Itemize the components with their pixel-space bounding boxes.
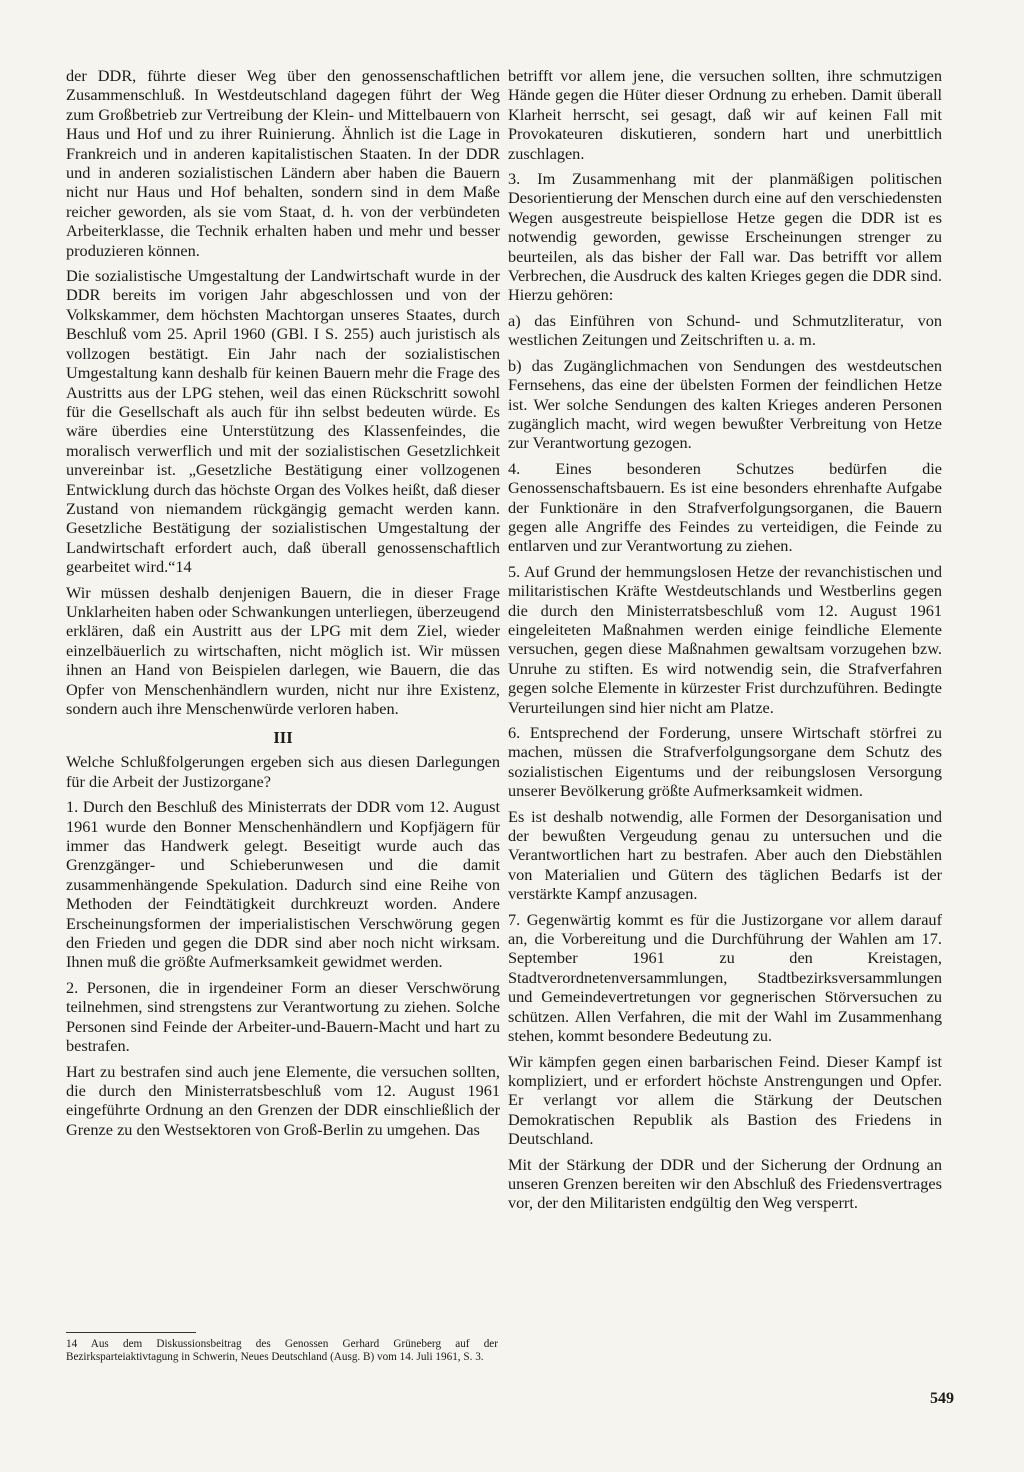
paragraph: Die sozialistische Umgestaltung der Landwirtschaft wurde in der DDR bereits im vorigen Jahr abgeschlossen und von der Volkskammer, dem höchsten Machtorgan unseres Staates, durch Beschluß vom 25. April 1960 (GBl. I S. 255) auch juristisch als vollzogen bestätigt. Ein Jahr nach der sozialistischen Umgestaltung kann deshalb für keinen Bauern mehr die Frage des Austritts aus der LPG stehen, weil das einen Rückschritt sowohl für die Gesellschaft als auch für ihn selbst bedeuten würde. Es wäre überdies eine Unterstützung des Klassenfeindes, die moralisch verwerflich und mit der sozialistischen Gesetzlichkeit unvereinbar ist. „Gesetzliche Bestätigung einer vollzogenen Entwicklung durch das höchste Organ des Volkes heißt, daß dieser Zustand von niemandem rückgängig gemacht werden kann. Gesetzliche Bestätigung der sozialistischen Umgestaltung der Landwirtschaft erfordert auch, daß überall genossenschaftlich gearbeitet wird.“14 <box>66 266 500 577</box>
paragraph: Hart zu bestrafen sind auch jene Elemente, die versuchen sollten, die durch den Ministerratsbeschluß vom 12. August 1961 eingeführte Ordnung an den Grenzen der DDR einschließlich der Grenze zu den Westsektoren von Groß-Berlin zu umgehen. Das <box>66 1061 500 1139</box>
page-number: 549 <box>930 1390 954 1407</box>
paragraph: 7. Gegenwärtig kommt es für die Justizorgane vor allem darauf an, die Vorbereitung und die Durchführung der Wahlen am 17. September 1961 zu den Kreistagen, Stadtverordnetenversammlungen, Stadtbezirksversammlungen und Gemeindevertretungen vor gegnerischen Störversuchen zu schützen. Allen Verfahren, die mit der Wahl im Zusammenhang stehen, kommt besondere Bedeutung zu. <box>508 909 942 1046</box>
list-item: b) das Zugänglichmachen von Sendungen des westdeutschen Fernsehens, das eine der übelsten Formen der feindlichen Hetze ist. Wer solche Sendungen des kalten Krieges anderen Personen zugänglich macht, wird wegen bewußter Verbreitung von Hetze zur Verantwortung gezogen. <box>508 355 942 453</box>
paragraph: Es ist deshalb notwendig, alle Formen der Desorganisation und der bewußten Vergeudung genau zu untersuchen und die Verantwortlichen hart zu bestrafen. Aber auch den Diebstählen von Materialien und Gütern des täglichen Bedarfs ist der verstärkte Kampf anzusagen. <box>508 806 942 904</box>
paragraph: 4. Eines besonderen Schutzes bedürfen die Genossenschaftsbauern. Es ist eine besonders ehrenhafte Aufgabe der Funktionäre in den Strafverfolgungsorganen, die Bauern gegen alle Angriffe des Feindes zu verteidigen, die Feinde zu entlarven und zur Verantwortung zu ziehen. <box>508 458 942 556</box>
paragraph: Wir müssen deshalb denjenigen Bauern, die in dieser Frage Unklarheiten haben oder Schwankungen unterliegen, überzeugend erklären, daß ein Austritt aus der LPG mit dem Ziel, wieder einzelbäuerlich zu wirtschaften, nicht möglich ist. Wir müssen ihnen an Hand von Beispielen darlegen, wie Bauern, die das Opfer von Menschenhändlern wurden, nicht nur ihre Existenz, sondern auch ihre Menschenwürde verloren haben. <box>66 582 500 718</box>
footnote-divider <box>66 1332 196 1333</box>
left-column <box>66 66 500 1145</box>
paragraph: 6. Entsprechend der Forderung, unsere Wirtschaft störfrei zu machen, müssen die Strafverfolgungsorgane dem Schutz des sozialistischen Eigentums und der reibungslosen Versorgung unserer Bevölkerung größte Aufmerksamkeit widmen. <box>508 723 942 801</box>
paragraph: Mit der Stärkung der DDR und der Sicherung der Ordnung an unseren Grenzen bereiten wir den Abschluß des Friedensvertrages vor, der den Militaristen endgültig den Weg versperrt. <box>508 1154 942 1213</box>
paragraph: der DDR, führte dieser Weg über den genossenschaftlichen Zusammenschluß. In Westdeutschland dagegen führt der Weg zum Großbetrieb zur Vertreibung der Klein- und Mittelbauern von Haus und Hof und zu ihrer Ruinierung. Ähnlich ist die Lage in Frankreich und in anderen kapitalistischen Staaten. In der DDR und in anderen sozialistischen Ländern aber haben die Bauern nicht nur Haus und Hof behalten, sondern sind in dem Maße reicher geworden, als sie vom Staat, d. h. von der verbündeten Arbeiterklasse, die Technik erhalten haben und mehr und besser produzieren können. <box>66 66 500 260</box>
paragraph: 3. Im Zusammenhang mit der planmäßigen politischen Desorientierung der Menschen durch eine auf den verschiedensten Wegen ausgestreute beispiellose Hetze gegen die DDR ist es notwendig geworden, gewisse Erscheinungen strenger zu beurteilen, als das bisher der Fall war. Das betrifft vor allem Verbrechen, die Ausdruck des kalten Krieges gegen die DDR sind. Hierzu gehören: <box>508 169 942 305</box>
right-column <box>508 66 942 1219</box>
section-heading: III <box>273 728 293 748</box>
paragraph: 1. Durch den Beschluß des Ministerrats der DDR vom 12. August 1961 wurde den Bonner Menschenhändlern und Kopfjägern für immer das Handwerk gelegt. Beseitigt wurde auch das Grenzgänger- und Schieberunwesen und die damit zusammenhängende Spekulation. Dadurch sind eine Reihe von Methoden der Feindtätigkeit durchkreuzt worden. Andere Erscheinungsformen der imperialistischen Verschwörung gegen den Frieden und gegen die DDR sind aber noch nicht wirksam. Ihnen muß die größte Aufmerksamkeit gewidmet werden. <box>66 797 500 972</box>
list-item: a) das Einführen von Schund- und Schmutzliteratur, von westlichen Zeitungen und Zeitschriften u. a. m. <box>508 310 942 350</box>
paragraph: 2. Personen, die in irgendeiner Form an dieser Verschwörung teilnehmen, sind strengstens zur Verantwortung zu ziehen. Solche Personen sind Feinde der Arbeiter-und-Bauern-Macht und hart zu bestrafen. <box>66 977 500 1056</box>
paragraph: betrifft vor allem jene, die versuchen sollten, ihre schmutzigen Hände gegen die Hüter dieser Ordnung zu erheben. Damit überall Klarheit herrscht, sei gesagt, daß wir auf keinen Fall mit Provokateuren diskutieren, sondern hart und unerbittlich zuschlagen. <box>508 66 942 163</box>
footnote: 14 Aus dem Diskussionsbeitrag des Genossen Gerhard Grüneberg auf der Bezirksparteiaktivtagung in Schwerin, Neues Deutschland (Ausg. B) vom 14. Juli 1961, S. 3. <box>66 1338 498 1364</box>
paragraph: Welche Schlußfolgerungen ergeben sich aus diesen Darlegungen für die Arbeit der Justizorgane? <box>66 752 500 791</box>
paragraph: Wir kämpfen gegen einen barbarischen Feind. Dieser Kampf ist kompliziert, und er erfordert höchste Anstrengungen und Opfer. Er verlangt vor allem die Stärkung der Deutschen Demokratischen Republik als Bastion des Friedens in Deutschland. <box>508 1051 942 1149</box>
paragraph: 5. Auf Grund der hemmungslosen Hetze der revanchistischen und militaristischen Kräfte Westdeutschlands und Westberlins gegen die durch den Ministerratsbeschluß vom 12. August 1961 eingeleiteten Maßnahmen werden einige feindliche Elemente versuchen, gegen diese Maßnahmen gewaltsam vorzugehen bzw. Unruhe zu stiften. Es wird notwendig sein, die Strafverfahren gegen solche Elemente in kürzester Frist durchzuführen. Bedingte Verurteilungen sind hier nicht am Platze. <box>508 561 942 717</box>
